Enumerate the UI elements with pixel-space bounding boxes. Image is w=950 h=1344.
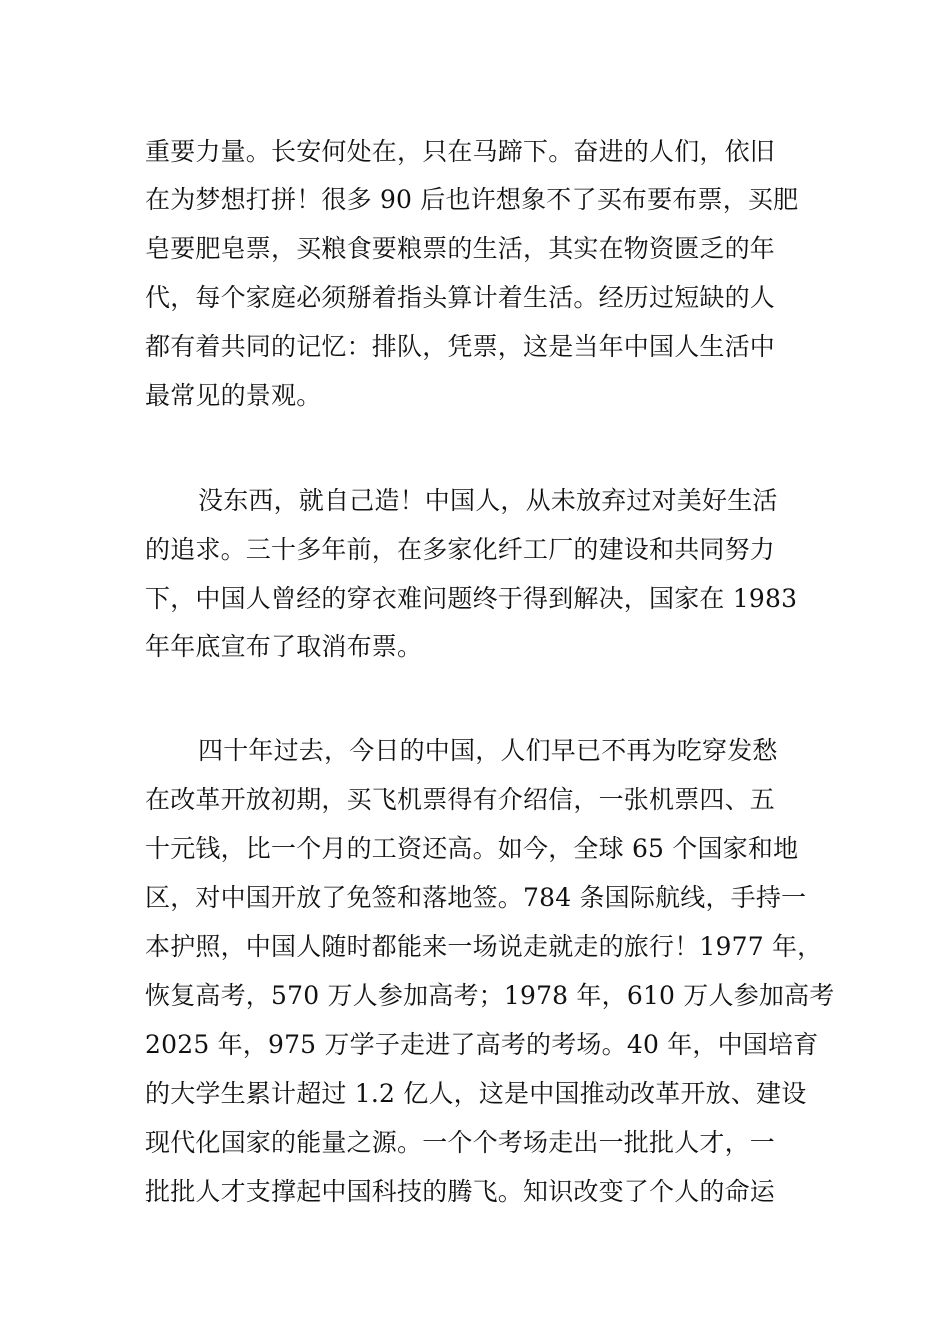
text-line: 年年底宣布了取消布票。 <box>145 632 423 661</box>
text-line: 现代化国家的能量之源。一个个考场走出一批批人才，一 <box>145 1128 776 1157</box>
text-line: 本护照，中国人随时都能来一场说走就走的旅行！1977 年， <box>145 932 823 961</box>
text-line: 的大学生累计超过 1.2 亿人，这是中国推动改革开放、建设 <box>145 1079 807 1108</box>
text-line: 恢复高考，570 万人参加高考；1978 年，610 万人参加高考 <box>145 981 835 1010</box>
text-line: 2025 年，975 万学子走进了高考的考场。40 年，中国培育 <box>145 1030 819 1059</box>
text-line: 都有着共同的记忆：排队，凭票，这是当年中国人生活中 <box>145 332 776 361</box>
text-line: 十元钱，比一个月的工资还高。如今，全球 65 个国家和地 <box>145 834 799 863</box>
text-line: 代，每个家庭必须掰着指头算计着生活。经历过短缺的人 <box>145 283 776 312</box>
text-line: 最常见的景观。 <box>145 381 322 410</box>
text-line: 皂要肥皂票，买粮食要粮票的生活，其实在物资匮乏的年 <box>145 234 776 263</box>
text-line: 重要力量。长安何处在，只在马蹄下。奋进的人们，依旧 <box>145 137 776 166</box>
text-line: 四十年过去，今日的中国，人们早已不再为吃穿发愁 <box>198 736 778 765</box>
text-line: 没东西，就自己造！中国人，从未放弃过对美好生活 <box>198 486 778 515</box>
text-line: 在为梦想打拼！很多 90 后也许想象不了买布要布票，买肥 <box>145 185 799 214</box>
text-line: 区，对中国开放了免签和落地签。784 条国际航线，手持一 <box>145 883 807 912</box>
text-line: 批批人才支撑起中国科技的腾飞。知识改变了个人的命运 <box>145 1177 776 1206</box>
text-line: 在改革开放初期，买飞机票得有介绍信，一张机票四、五 <box>145 785 776 814</box>
text-line: 下，中国人曾经的穿衣难问题终于得到解决，国家在 1983 <box>145 584 798 613</box>
text-line: 的追求。三十多年前，在多家化纤工厂的建设和共同努力 <box>145 535 776 564</box>
